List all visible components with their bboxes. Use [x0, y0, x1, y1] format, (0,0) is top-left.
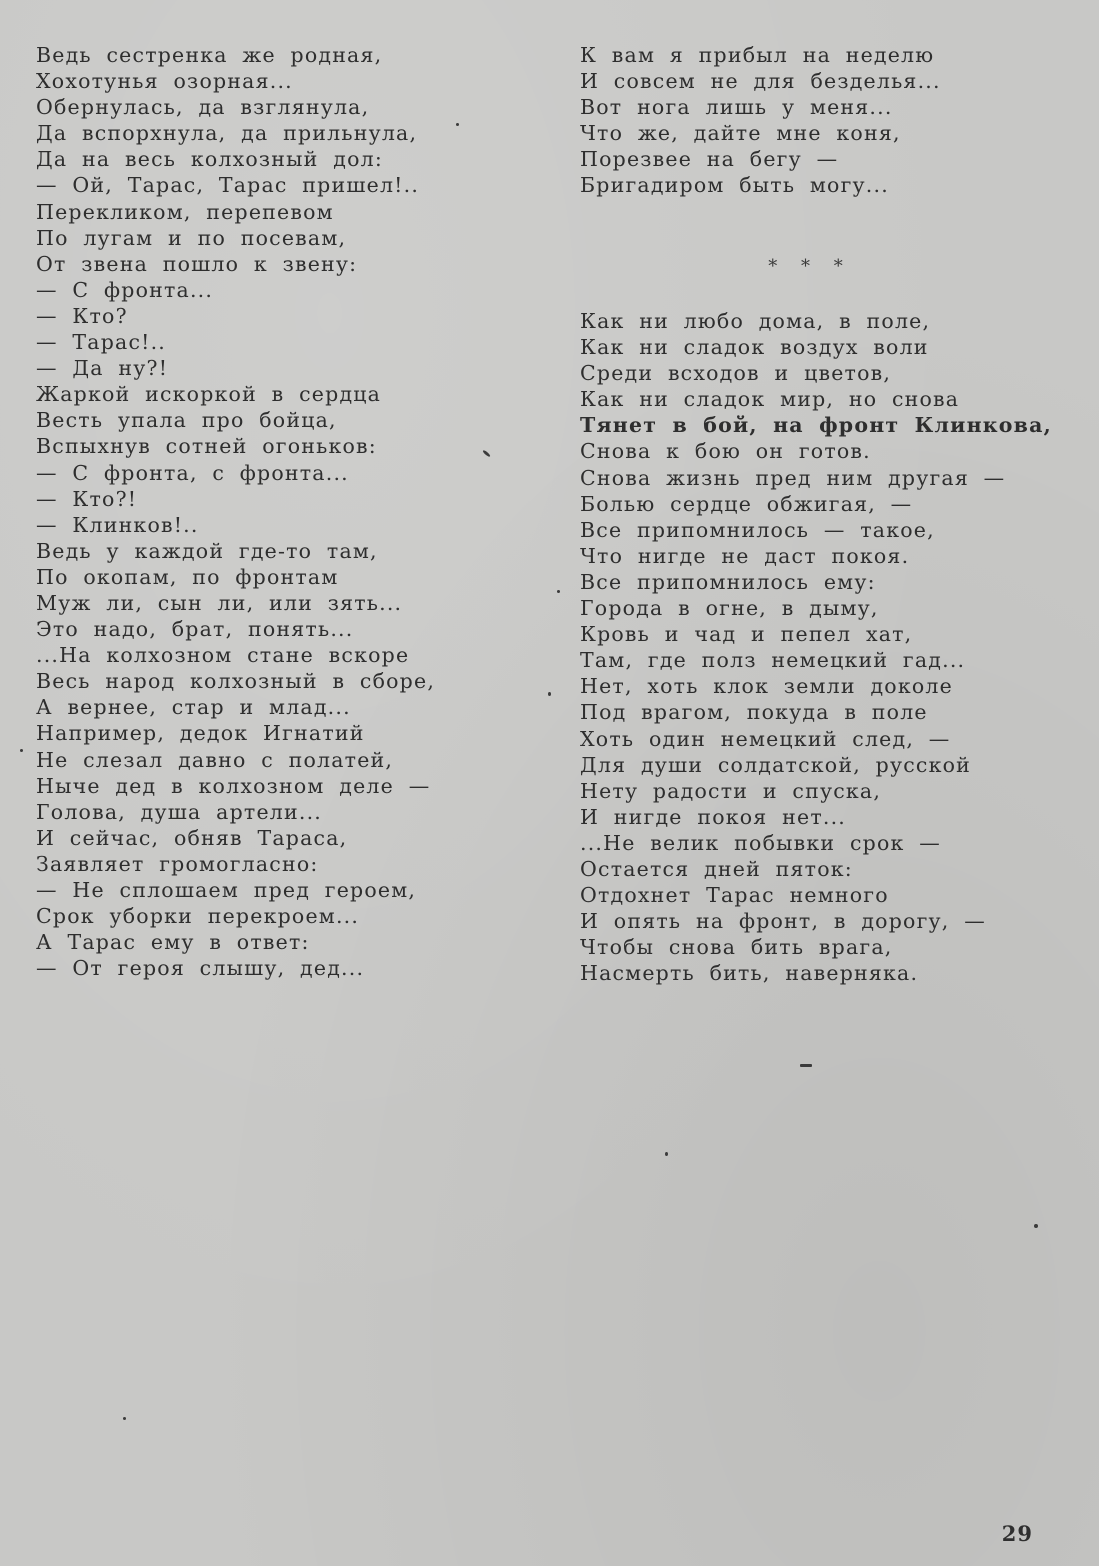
- poem-line: Вспыхнув сотней огоньков:: [36, 434, 377, 459]
- poem-line: Снова жизнь пред ним другая —: [580, 465, 1006, 490]
- print-speck: [456, 123, 459, 126]
- section-separator: * * *: [768, 256, 852, 277]
- poem-line: И совсем не для безделья...: [580, 69, 941, 94]
- poem-line: Как ни любо дома, в поле,: [580, 309, 931, 333]
- poem-line: Нет, хоть клок земли доколе: [580, 674, 953, 699]
- poem-line: Вот нога лишь у меня...: [580, 95, 893, 120]
- poem-line: Да вспорхнула, да прильнула,: [36, 121, 418, 146]
- poem-line: Весть упала про бойца,: [36, 408, 337, 433]
- poem-line: К вам я прибыл на неделю: [580, 43, 935, 67]
- poem-line: Среди всходов и цветов,: [580, 361, 892, 386]
- poem-line: От звена пошло к звену:: [36, 251, 358, 276]
- print-speck: [123, 1417, 126, 1420]
- poem-line: — С фронта...: [36, 277, 214, 302]
- poem-line: Это надо, брат, понять...: [36, 617, 354, 642]
- poem-line: Бригадиром быть могу...: [580, 173, 889, 198]
- poem-line: Хохотунья озорная...: [36, 69, 293, 94]
- poem-line: А вернее, стар и млад...: [36, 695, 351, 720]
- poem-line: И опять на фронт, в дорогу, —: [580, 909, 986, 934]
- print-speck: [800, 1064, 812, 1067]
- poem-line: Ныче дед в колхозном деле —: [36, 773, 431, 798]
- print-speck: [665, 1152, 668, 1156]
- poem-line: И нигде покоя нет...: [580, 804, 847, 829]
- poem-line: Нету радости и спуска,: [580, 778, 882, 803]
- poem-line: Болью сердце обжигая, —: [580, 491, 913, 516]
- poem-line: Отдохнет Тарас немного: [580, 883, 889, 908]
- poem-line: — Да ну?!: [36, 356, 169, 381]
- poem-line: А Тарас ему в ответ:: [36, 930, 310, 955]
- poem-line: Муж ли, сын ли, или зять...: [36, 590, 403, 615]
- poem-line: Для души солдатской, русской: [580, 752, 971, 777]
- poem-line: Все припомнилось — такое,: [580, 517, 935, 542]
- poem-right-column-bottom: [580, 308, 1080, 986]
- poem-line: Хоть один немецкий след, —: [580, 726, 951, 751]
- print-speck: [20, 749, 23, 752]
- poem-line: Остается дней пяток:: [580, 856, 853, 881]
- poem-line: ...Не велик побывки срок —: [580, 830, 941, 855]
- poem-line: Голова, душа артели...: [36, 799, 323, 824]
- poem-line: Обернулась, да взглянула,: [36, 95, 370, 120]
- poem-line: Все припомнилось ему:: [580, 569, 876, 594]
- poem-line: Не слезал давно с полатей,: [36, 747, 394, 772]
- poem-line: Что нигде не даст покоя.: [580, 543, 910, 568]
- poem-line: И сейчас, обняв Тараса,: [36, 825, 348, 850]
- poem-line: Например, дедок Игнатий: [36, 721, 365, 746]
- poem-left-column: [36, 42, 526, 981]
- poem-line: Города в огне, в дыму,: [580, 596, 879, 621]
- poem-line: Жаркой искоркой в сердца: [36, 382, 382, 407]
- poem-line: Ведь сестренка же родная,: [36, 43, 383, 67]
- poem-line: — Кто?!: [36, 486, 138, 511]
- print-speck: [1034, 1224, 1038, 1228]
- poem-line: Порезвее на бегу —: [580, 147, 839, 172]
- poem-line: — Кто?: [36, 303, 128, 328]
- poem-line: — С фронта, с фронта...: [36, 460, 349, 485]
- poem-line: — Ой, Тарас, Тарас пришел!..: [36, 173, 420, 198]
- poem-line: Весь народ колхозный в сборе,: [36, 669, 436, 694]
- poem-line: Заявляет громогласно:: [36, 851, 319, 876]
- poem-line: Снова к бою он готов.: [580, 439, 871, 464]
- poem-line: Перекликом, перепевом: [36, 199, 334, 224]
- poem-right-column-top: [580, 42, 1080, 199]
- poem-line: Чтобы снова бить врага,: [580, 935, 893, 960]
- poem-line: Что же, дайте мне коня,: [580, 121, 901, 146]
- poem-line: Насмерть бить, наверняка.: [580, 961, 919, 986]
- poem-line: Тянет в бой, на фронт Клинкова,: [580, 413, 1052, 438]
- poem-line: Под врагом, покуда в поле: [580, 700, 928, 725]
- poem-line: ...На колхозном стане вскоре: [36, 643, 410, 668]
- poem-line: — Не сплошаем пред героем,: [36, 878, 417, 902]
- poem-line: — Тарас!..: [36, 330, 167, 355]
- poem-line: Как ни сладок воздух воли: [580, 335, 929, 360]
- poem-line: По окопам, по фронтам: [36, 564, 339, 589]
- print-speck: [557, 590, 560, 593]
- poem-line: Там, где полз немецкий гад...: [580, 648, 966, 673]
- poem-line: Как ни сладок мир, но снова: [580, 387, 960, 412]
- print-speck: [548, 692, 551, 696]
- poem-line: Да на весь колхозный дол:: [36, 147, 383, 172]
- page-number: 29: [1001, 1521, 1033, 1546]
- poem-line: Ведь у каждой где-то там,: [36, 538, 378, 563]
- poem-line: — Клинков!..: [36, 512, 199, 537]
- poem-line: По лугам и по посевам,: [36, 225, 347, 250]
- poem-line: Срок уборки перекроем...: [36, 904, 360, 929]
- poem-line: Кровь и чад и пепел хат,: [580, 622, 913, 647]
- poem-line: — От героя слышу, дед...: [36, 956, 365, 981]
